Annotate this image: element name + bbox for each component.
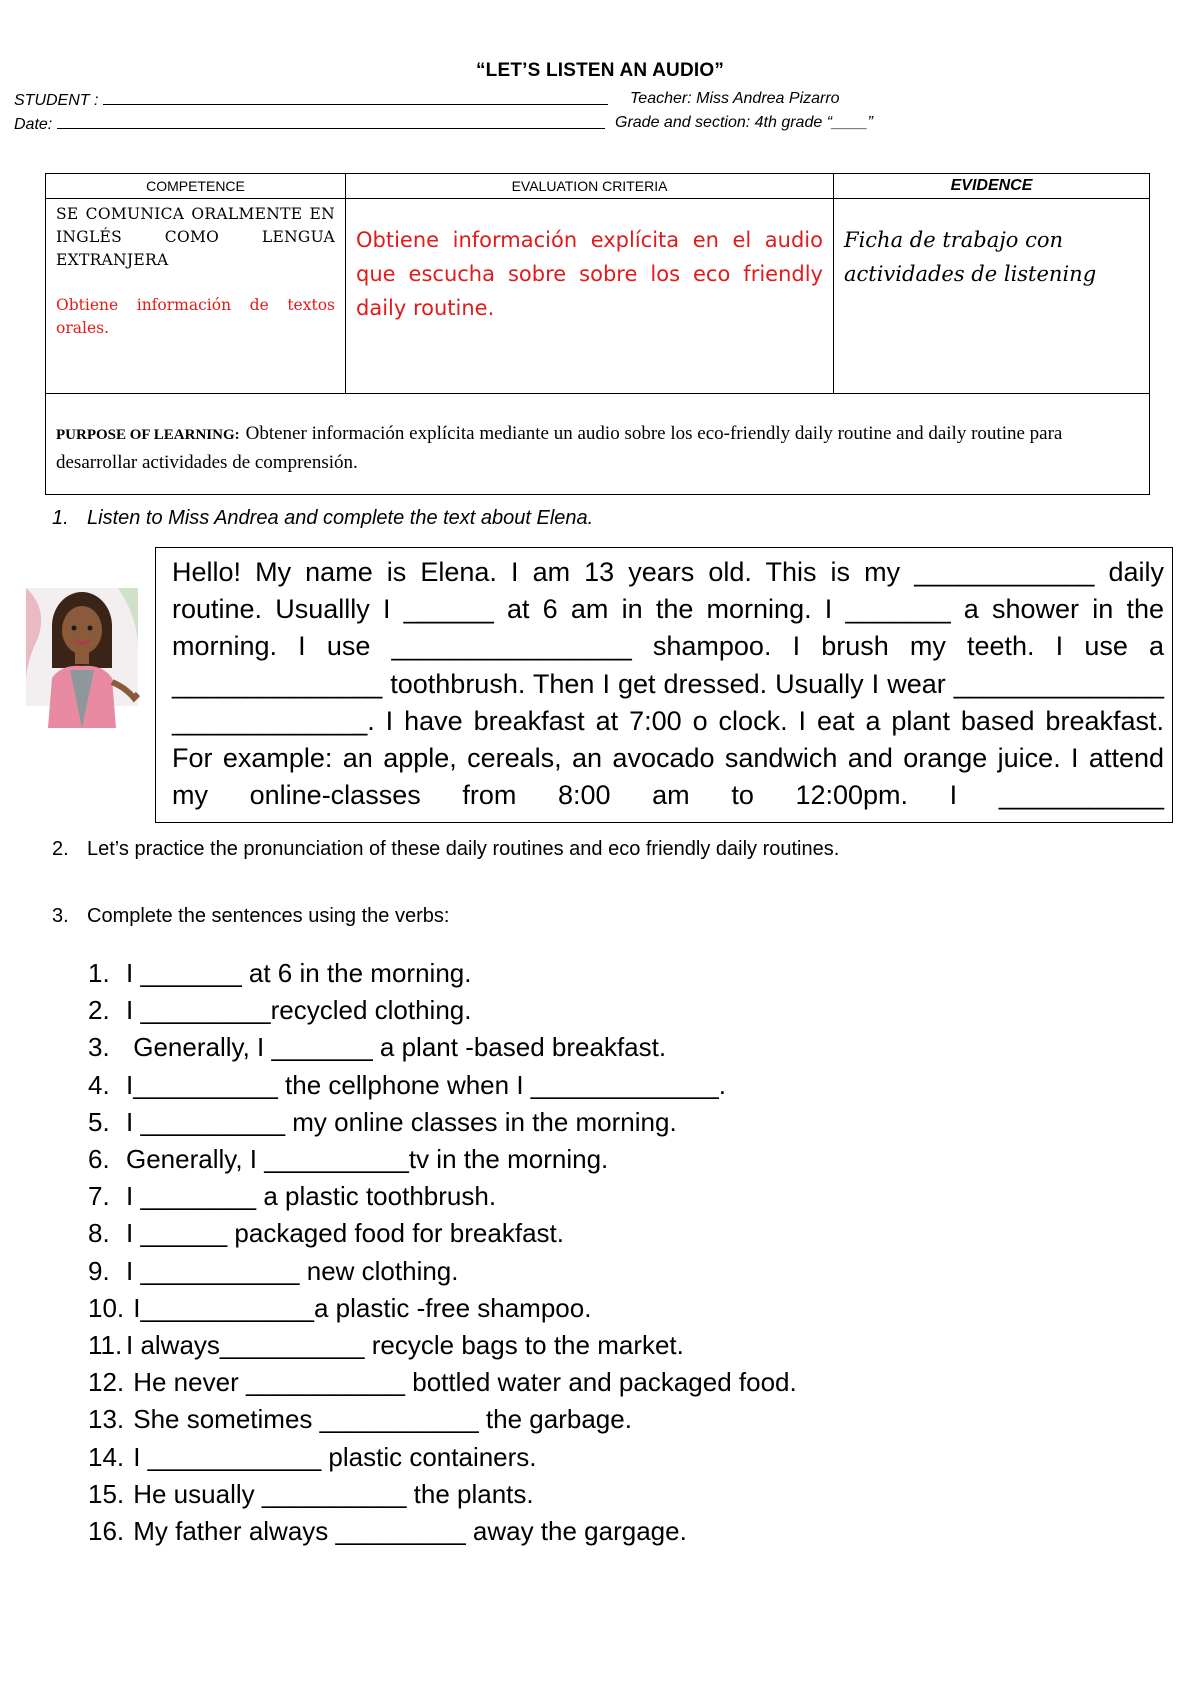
student-label: STUDENT : [14,92,99,109]
list-item-number: 12. [88,1367,125,1398]
list-item [88,1104,797,1141]
list-item-number: 15. [88,1478,125,1509]
question-2-text: Let’s practice the pronunciation of these daily routines and eco friendly daily routines. [87,838,840,860]
list-item-number: 14. [88,1441,125,1472]
list-item-number: 4. [88,1069,110,1100]
question-3-number: 3. [52,905,69,927]
list-item-text: He never ___________ bottled water and packaged food. [126,1367,797,1398]
competence-table [45,173,1150,495]
elena-text-box: Hello! My name is Elena. I am 13 years old. This is my ____________ daily routine. Usuallly I ______ at 6 am in the morning. I _______ a shower in the morning. I use ________________ shampoo. I brush my teeth. I use a ______________ toothbrush. Then I get dressed. Usually I wear ______________ _____________. I have breakfast at 7:00 o clock. I eat a plant based breakfast. For example: an apple, cereals, an avocado sandwich and orange juice. I attend my online-classes from 8:00 am to 12:00pm. I ___________ [155,547,1173,823]
list-item [88,1364,797,1401]
date-label: Date: [14,116,53,133]
list-item-text: He usually __________ the plants. [126,1478,534,1509]
list-item-text: I____________a plastic -free shampoo. [126,1292,592,1323]
list-item-text: Generally, I __________tv in the morning. [126,1144,609,1175]
list-item-text: I__________ the cellphone when I _____________. [126,1069,726,1100]
list-item [88,1439,797,1476]
list-item [88,1178,797,1215]
list-item-text: I always__________ recycle bags to the market. [126,1330,684,1361]
question-1-number: 1. [52,507,69,529]
question-3 [52,905,449,928]
date-blank[interactable] [57,114,605,129]
evidence-header: EVIDENCE [834,174,1150,199]
grade-label: Grade and section: 4th grade “____” [615,114,873,131]
date-line [14,114,605,134]
list-item [88,992,797,1029]
question-1-text: Listen to Miss Andrea and complete the text about Elena. [87,507,594,529]
page-title: “LET’S LISTEN AN AUDIO” [475,60,725,81]
list-item-text: I ____________ plastic containers. [126,1441,537,1472]
student-line [14,90,608,110]
competence-header: COMPETENCE [46,174,346,199]
purpose-label: PURPOSE OF LEARNING: [56,427,240,443]
list-item-number: 2. [88,995,110,1026]
teacher-label: Teacher: Miss Andrea Pizarro [630,90,840,107]
list-item-number: 1. [88,958,110,988]
list-item [88,1513,797,1550]
question-2 [52,838,839,861]
list-item-number: 6. [88,1144,110,1175]
criteria-cell: Obtiene información explícita en el audio que escucha sobre sobre los eco friendly daily routine. [346,199,834,394]
list-item-number: 10. [88,1292,125,1323]
list-item-number: 8. [88,1218,110,1249]
list-item-text: She sometimes ___________ the garbage. [126,1404,632,1435]
purpose-cell [46,394,1150,495]
question-1 [52,507,593,530]
list-item [88,1290,797,1327]
list-item-number: 7. [88,1181,110,1212]
list-item-text: I _______ at 6 in the morning. [126,958,472,988]
list-item-text: Generally, I _______ a plant -based breakfast. [126,1032,667,1063]
list-item-number: 11. [88,1330,123,1361]
evidence-cell: Ficha de trabajo con actividades de listening [834,199,1150,394]
list-item-number: 9. [88,1255,110,1286]
list-item [88,1141,797,1178]
list-item-text: I ________ a plastic toothbrush. [126,1181,497,1212]
purpose-text: Obtener información explícita mediante un audio sobre los eco-friendly daily routine and daily routine para desarrollar actividades de comprensión. [56,423,1063,473]
student-blank[interactable] [103,90,608,105]
list-item [88,1476,797,1513]
list-item [88,1401,797,1438]
criteria-header: EVALUATION CRITERIA [346,174,834,199]
sentence-list [88,955,797,1550]
list-item-number: 5. [88,1106,110,1137]
competence-cell [46,199,346,394]
list-item [88,955,797,992]
competence-text: SE COMUNICA ORALMENTE EN INGLÉS COMO LENGUA EXTRANJERA [56,205,335,269]
question-2-number: 2. [52,838,69,860]
teacher-avatar-illustration [18,578,144,728]
list-item-text: I __________ my online classes in the morning. [126,1106,677,1137]
list-item [88,1029,797,1066]
list-item-number: 3. [88,1032,110,1063]
list-item-text: My father always _________ away the gargage. [126,1516,687,1547]
list-item [88,1067,797,1104]
competence-subtext: Obtiene información de textos orales. [56,296,335,337]
list-item-text: I _________recycled clothing. [126,995,472,1026]
list-item-text: I ______ packaged food for breakfast. [126,1218,564,1249]
list-item-text: I ___________ new clothing. [126,1255,459,1286]
list-item [88,1327,797,1364]
question-3-text: Complete the sentences using the verbs: [87,905,450,927]
list-item [88,1215,797,1252]
list-item [88,1253,797,1290]
list-item-number: 16. [88,1516,125,1547]
list-item-number: 13. [88,1404,125,1435]
